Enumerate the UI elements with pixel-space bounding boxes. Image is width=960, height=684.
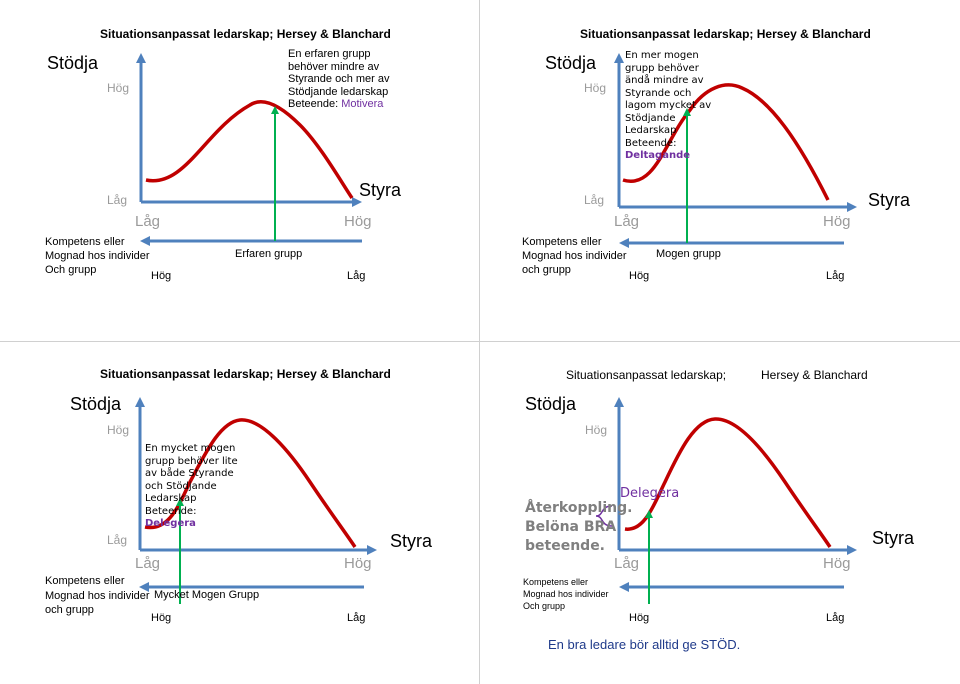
maturity-high: Hög xyxy=(151,612,172,624)
behaviour-prefix: Beteende: xyxy=(288,98,339,110)
x-axis-label: Styra xyxy=(359,180,402,200)
x-axis-label: Styra xyxy=(872,528,915,548)
y-axis-label: Stödja xyxy=(525,394,577,414)
description xyxy=(288,48,398,111)
panel-erfaren-grupp xyxy=(0,0,480,342)
x-axis-label: Styra xyxy=(868,190,911,210)
group-label: Mogen grupp xyxy=(656,248,721,260)
description xyxy=(625,50,725,163)
competence-line-3: och grupp xyxy=(45,604,94,616)
panel-title-right: Hersey & Blanchard xyxy=(761,368,868,382)
group-label: Erfaren grupp xyxy=(235,248,303,260)
competence-line-3: Och grupp xyxy=(523,601,566,611)
competence-line-2: Mognad hos individer xyxy=(523,589,609,599)
competence-line-2: Mognad hos individer xyxy=(45,590,150,602)
x-high-label: Hög xyxy=(823,555,851,572)
y-low-label: Låg xyxy=(584,193,605,207)
y-low-label: Låg xyxy=(107,193,128,207)
x-low-label: Låg xyxy=(614,555,640,572)
panel-title: Situationsanpassat ledarskap; Hersey & Blanchard xyxy=(100,367,391,381)
competence-line-3: Och grupp xyxy=(45,264,97,276)
description-text: En erfaren grupp behöver mindre av Styrande och mer av Stödjande ledarskap xyxy=(288,48,390,98)
competence-line-1: Kompetens eller xyxy=(523,577,589,587)
y-axis-label: Stödja xyxy=(47,53,99,73)
y-axis-label: Stödja xyxy=(545,53,597,73)
maturity-low: Låg xyxy=(826,270,845,282)
maturity-low: Låg xyxy=(826,612,845,624)
diagram-erfaren xyxy=(0,0,480,342)
maturity-high: Hög xyxy=(151,270,172,282)
panel-mogen-grupp xyxy=(480,0,960,342)
x-low-label: Låg xyxy=(135,555,161,572)
panel-delegera xyxy=(480,342,960,684)
panel-title: Situationsanpassat ledarskap; Hersey & Blanchard xyxy=(100,27,391,41)
panel-title: Situationsanpassat ledarskap; Hersey & Blanchard xyxy=(580,27,871,41)
competence-line-2: Mognad hos individer xyxy=(522,250,627,262)
competence-line-3: och grupp xyxy=(522,264,571,276)
y-high-label: Hög xyxy=(584,81,607,95)
x-high-label: Hög xyxy=(344,213,372,230)
x-low-label: Låg xyxy=(135,213,161,230)
maturity-high: Hög xyxy=(629,270,650,282)
behaviour-label: Delegera xyxy=(620,486,680,501)
panel-title-left: Situationsanpassat ledarskap; xyxy=(566,368,727,382)
leadership-curve xyxy=(146,102,352,198)
y-high-label: Hög xyxy=(107,81,130,95)
description-text: En mycket mogen grupp behöver lite av både Styrande och Stödjande Ledarskap xyxy=(145,443,238,504)
description xyxy=(145,443,245,531)
behaviour-label: Deltagande xyxy=(625,150,691,161)
description-text: En mer mogen grupp behöver ändå mindre av Styrande och lagom mycket av Stödjande Ledarskap xyxy=(625,50,712,136)
maturity-low: Låg xyxy=(347,612,366,624)
maturity-high: Hög xyxy=(629,612,650,624)
y-axis-label: Stödja xyxy=(70,394,122,414)
x-low-label: Låg xyxy=(614,213,640,230)
y-low-label: Låg xyxy=(107,533,128,547)
leadership-note: En bra ledare bör alltid ge STÖD. xyxy=(548,637,741,652)
competence-line-1: Kompetens eller xyxy=(522,236,602,248)
group-label: Mycket Mogen Grupp xyxy=(154,589,260,601)
feedback-text: Återkoppling. Belöna BRA beteende. xyxy=(525,500,633,554)
x-high-label: Hög xyxy=(823,213,851,230)
x-axis-label: Styra xyxy=(390,531,433,551)
behaviour-label: Delegera xyxy=(145,518,196,529)
behaviour-label: Motivera xyxy=(341,98,384,110)
behaviour-prefix: Beteende: xyxy=(625,137,677,149)
panel-mycket-mogen-grupp xyxy=(0,342,480,684)
competence-line-1: Kompetens eller xyxy=(45,236,125,248)
y-high-label: Hög xyxy=(107,423,130,437)
y-high-label: Hög xyxy=(585,423,608,437)
maturity-low: Låg xyxy=(347,270,366,282)
competence-line-2: Mognad hos individer xyxy=(45,250,150,262)
x-high-label: Hög xyxy=(344,555,372,572)
competence-line-1: Kompetens eller xyxy=(45,575,125,587)
behaviour-prefix: Beteende: xyxy=(145,505,197,517)
leadership-curve xyxy=(625,419,830,547)
